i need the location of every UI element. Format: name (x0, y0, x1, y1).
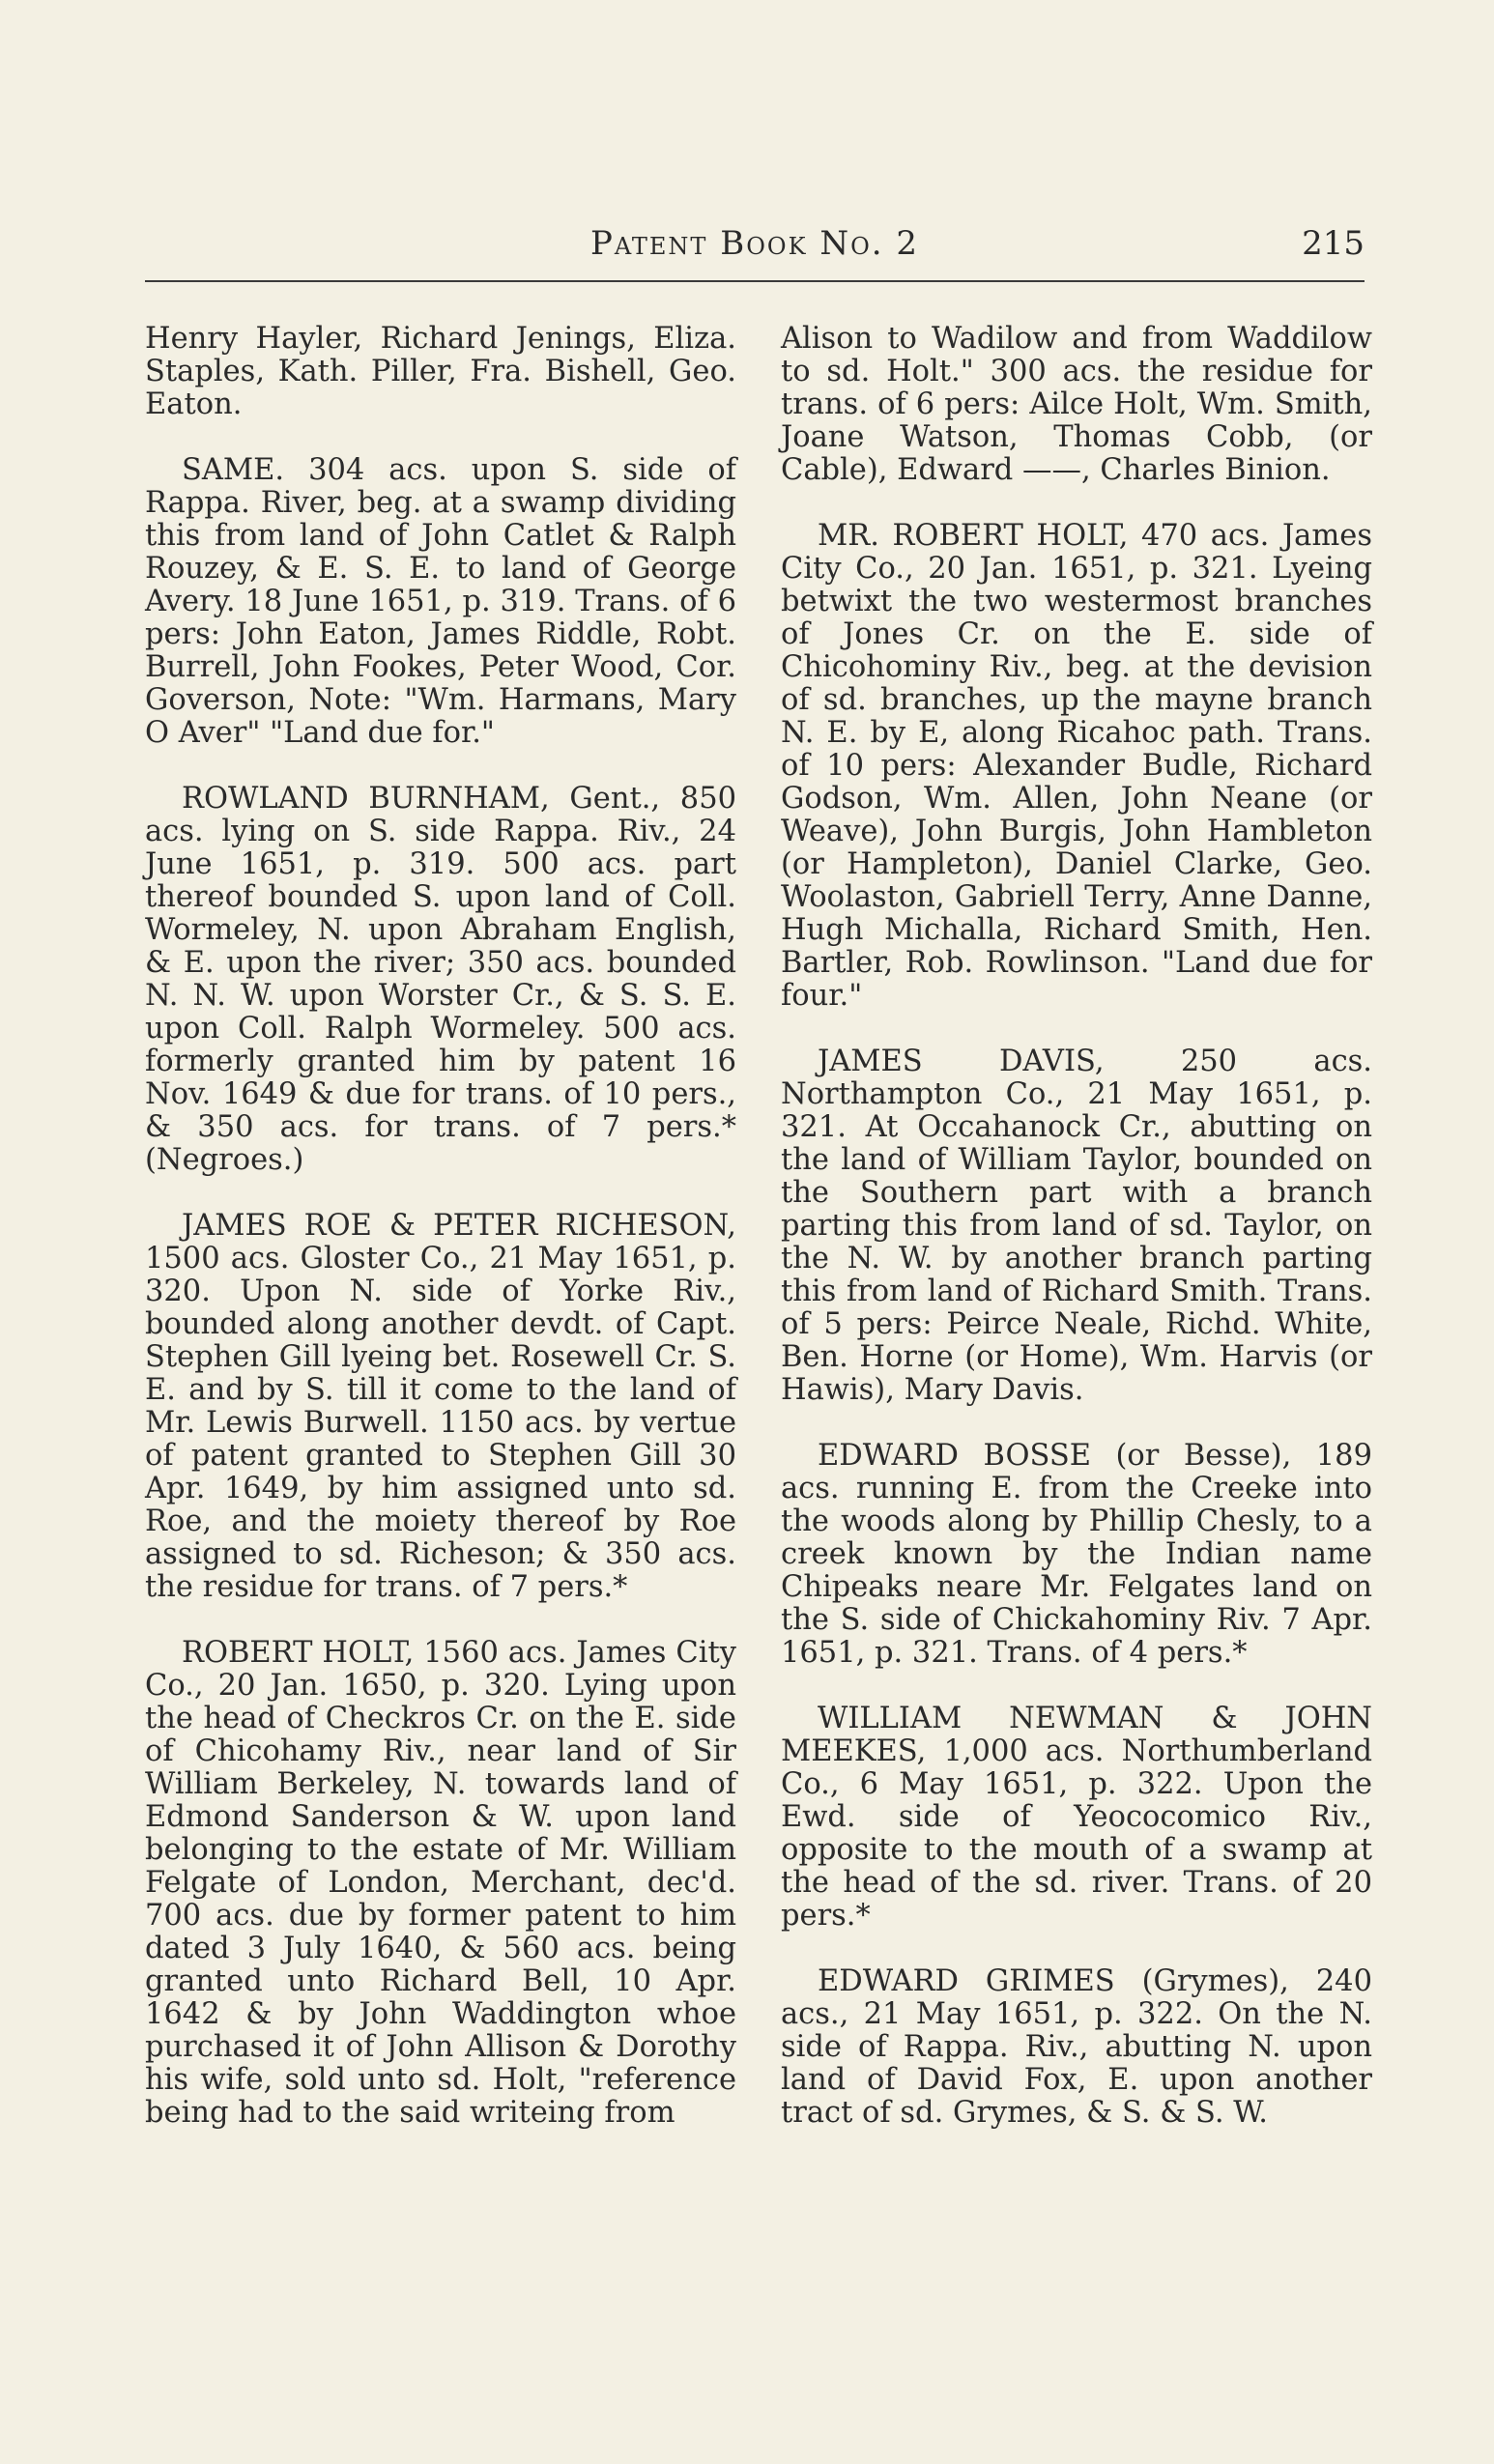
patent-entry: JAMES ROE & PETER RICHESON, 1500 acs. Gloster Co., 21 May 1651, p. 320. Upon N. side of Yorke Riv., bounded along another devdt. of Capt. Stephen Gill lyeing bet. Rosewell Cr. S. E. and by S. till it come to the land of Mr. Lewis Burwell. 1150 acs. by vertue of patent granted to Stephen Gill 30 Apr. 1649, by him assigned unto sd. Roe, and the moiety thereof by Roe assigned to sd. Richeson; & 350 acs. the residue for trans. of 7 pers.* (145, 1209, 736, 1604)
patent-entry: ROBERT HOLT, 1560 acs. James City Co., 20 Jan. 1650, p. 320. Lying upon the head of Checkros Cr. on the E. side of Chicohamy Riv., near land of Sir William Berkeley, N. towards land of Edmond Sanderson & W. upon land belonging to the estate of Mr. William Felgate of London, Merchant, dec'd. 700 acs. due by former patent to him dated 3 July 1640, & 560 acs. being granted unto Richard Bell, 10 Apr. 1642 & by John Waddington whoe purchased it of John Allison & Dorothy his wife, sold unto sd. Holt, "reference being had to the said writeing from (145, 1636, 736, 2130)
patent-entry: JAMES DAVIS, 250 acs. Northampton Co., 21 May 1651, p. 321. At Occahanock Cr., abutting on the land of William Taylor, bounded on the Southern part with a branch parting this from land of sd. Taylor, on the N. W. by another branch parting this from land of Richard Smith. Trans. of 5 pers: Peirce Neale, Richd. White, Ben. Horne (or Home), Wm. Harvis (or Hawis), Mary Davis. (781, 1045, 1372, 1407)
patent-entry: MR. ROBERT HOLT, 470 acs. James City Co., 20 Jan. 1651, p. 321. Lyeing betwixt the two westermost branches of Jones Cr. on the E. side of Chicohominy Riv., beg. at the devision of sd. branches, up the mayne branch N. E. by E, along Ricahoc path. Trans. of 10 pers: Alexander Budle, Richard Godson, Wm. Allen, John Neane (or Weave), John Burgis, John Hambleton (or Hampleton), Daniel Clarke, Geo. Woolaston, Gabriell Terry, Anne Danne, Hugh Michalla, Richard Smith, Hen. Bartler, Rob. Rowlinson. "Land due for four." (781, 519, 1372, 1013)
patent-entry: EDWARD GRIMES (Grymes), 240 acs., 21 May 1651, p. 322. On the N. side of Rappa. Riv., abutting N. upon land of David Fox, E. upon another tract of sd. Grymes, & S. & S. W. (781, 1964, 1372, 2130)
running-header (145, 224, 1365, 278)
patent-entry: ROWLAND BURNHAM, Gent., 850 acs. lying on S. side Rappa. Riv., 24 June 1651, p. 319. 500 acs. part thereof bounded S. upon land of Coll. Wormeley, N. upon Abraham English, & E. upon the river; 350 acs. bounded N. N. W. upon Worster Cr., & S. S. E. upon Coll. Ralph Wormeley. 500 acs. formerly granted him by patent 16 Nov. 1649 & due for trans. of 10 pers., & 350 acs. for trans. of 7 pers.* (Negroes.) (145, 782, 736, 1177)
page-number: 215 (1302, 224, 1365, 263)
patent-entry: EDWARD BOSSE (or Besse), 189 acs. running E. from the Creeke into the woods along by Phillip Chesly, to a creek known by the Indian name Chipeaks neare Mr. Felgates land on the S. side of Chickahominy Riv. 7 Apr. 1651, p. 321. Trans. of 4 pers.* (781, 1439, 1372, 1670)
patent-entry: SAME. 304 acs. upon S. side of Rappa. River, beg. at a swamp dividing this from land of John Catlet & Ralph Rouzey, & E. S. E. to land of George Avery. 18 June 1651, p. 319. Trans. of 6 pers: John Eaton, James Riddle, Robt. Burrell, John Fookes, Peter Wood, Cor. Goverson, Note: "Wm. Harmans, Mary O Aver" "Land due for." (145, 453, 736, 750)
right-column (781, 323, 1372, 2163)
running-title: Patent Book No. 2 (590, 224, 919, 263)
entry-continuation: Alison to Wadilow and from Waddilow to sd. Holt." 300 acs. the residue for trans. of 6 pers: Ailce Holt, Wm. Smith, Joane Watson, Thomas Cobb, (or Cable), Edward ——, Charles Binion. (781, 322, 1372, 487)
left-column (145, 323, 736, 2163)
header-rule (145, 280, 1365, 282)
patent-entry: WILLIAM NEWMAN & JOHN MEEKES, 1,000 acs. Northumberland Co., 6 May 1651, p. 322. Upon the Ewd. side of Yeococomico Riv., opposite to the mouth of a swamp at the head of the sd. river. Trans. of 20 pers.* (781, 1702, 1372, 1933)
entry-continuation: Henry Hayler, Richard Jenings, Eliza. Staples, Kath. Piller, Fra. Bishell, Geo. Eaton. (145, 322, 736, 421)
